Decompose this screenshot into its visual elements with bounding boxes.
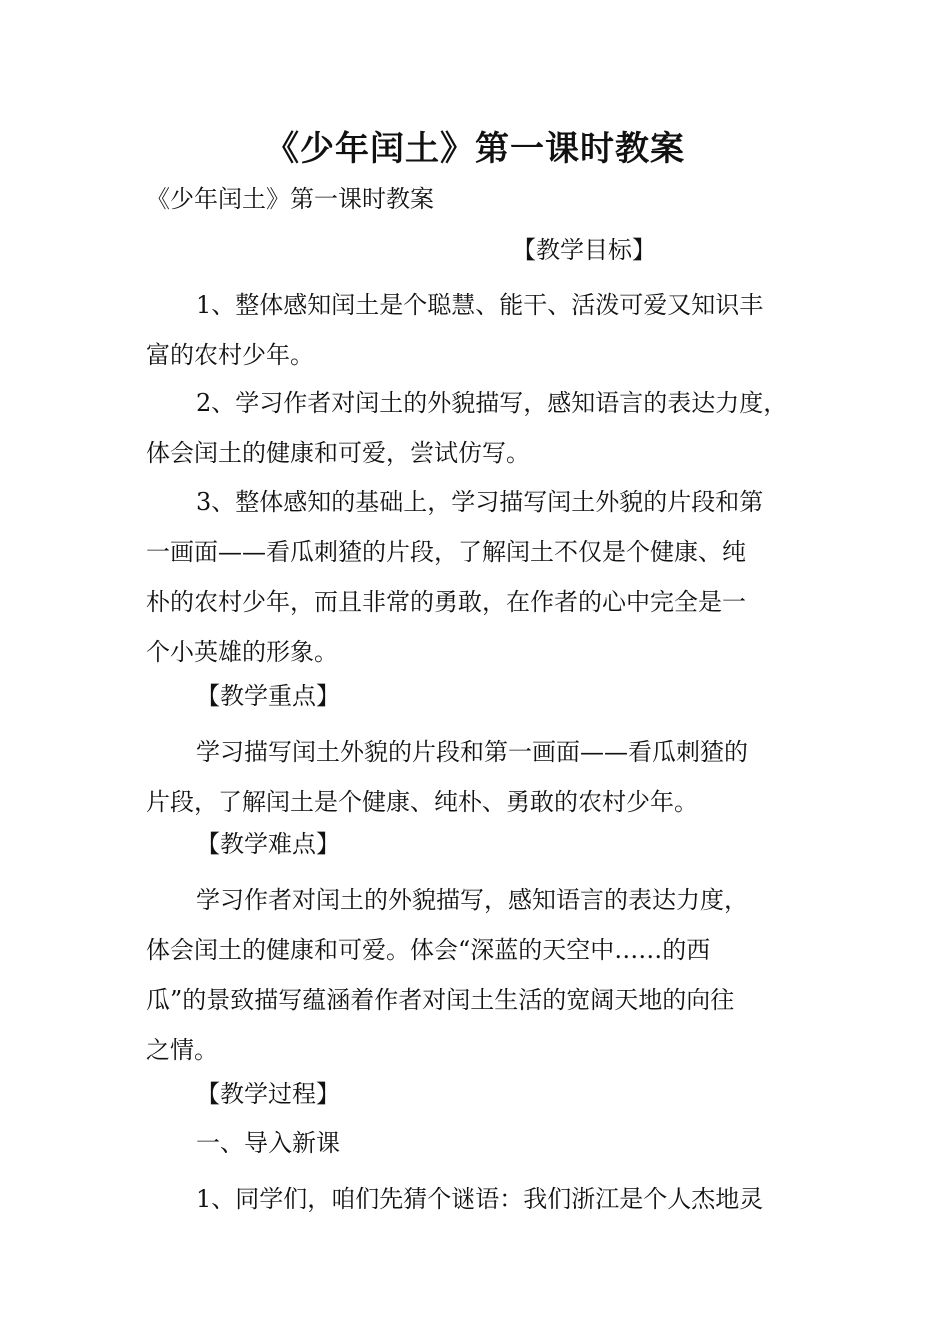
section-1-text [146,1174,806,1224]
difficulty-text [146,875,806,1075]
difficulty-line-2: 体会闰土的健康和可爱。体会“深蓝的天空中……的西 [146,936,711,964]
document-title: 《少年闰土》第一课时教案 [265,129,685,169]
goal-1-line-2: 富的农村少年。 [146,341,314,369]
difficulty-line-3: 瓜”的景致描写蕴涵着作者对闰土生活的宽阔天地的向往 [146,986,735,1014]
difficulty-line-1: 学习作者对闰土的外貌描写，感知语言的表达力度， [196,886,748,914]
goal-3-line-3: 朴的农村少年，而且非常的勇敢，在作者的心中完全是一 [146,588,746,616]
goals-heading: 【教学目标】 [512,236,656,264]
goal-item-2 [146,378,806,478]
difficulty-heading: 【教学难点】 [196,830,340,858]
goal-item-1 [146,280,806,380]
goal-1-line-1: 1、整体感知闰土是个聪慧、能干、活泼可爱又知识丰 [196,291,764,319]
key-points-heading: 【教学重点】 [196,682,340,710]
goal-3-line-1: 3、整体感知的基础上，学习描写闰土外貌的片段和第 [196,488,764,516]
section-1-heading: 一、导入新课 [196,1129,340,1157]
key-points-text [146,727,806,827]
goal-2-line-2: 体会闰土的健康和可爱，尝试仿写。 [146,439,530,467]
key-line-2: 片段，了解闰土是个健康、纯朴、勇敢的农村少年。 [146,788,698,816]
goal-item-3 [146,477,806,677]
document-subtitle: 《少年闰土》第一课时教案 [146,185,434,213]
goal-3-line-2: 一画面——看瓜刺猹的片段，了解闰土不仅是个健康、纯 [146,538,746,566]
difficulty-line-4: 之情。 [146,1036,218,1064]
goal-3-line-4: 个小英雄的形象。 [146,638,338,666]
process-heading: 【教学过程】 [196,1080,340,1108]
section-1-line-1: 1、同学们，咱们先猜个谜语：我们浙江是个人杰地灵 [196,1185,764,1213]
goal-2-line-1: 2、学习作者对闰土的外貌描写，感知语言的表达力度， [196,389,788,417]
key-line-1: 学习描写闰土外貌的片段和第一画面——看瓜刺猹的 [196,738,748,766]
